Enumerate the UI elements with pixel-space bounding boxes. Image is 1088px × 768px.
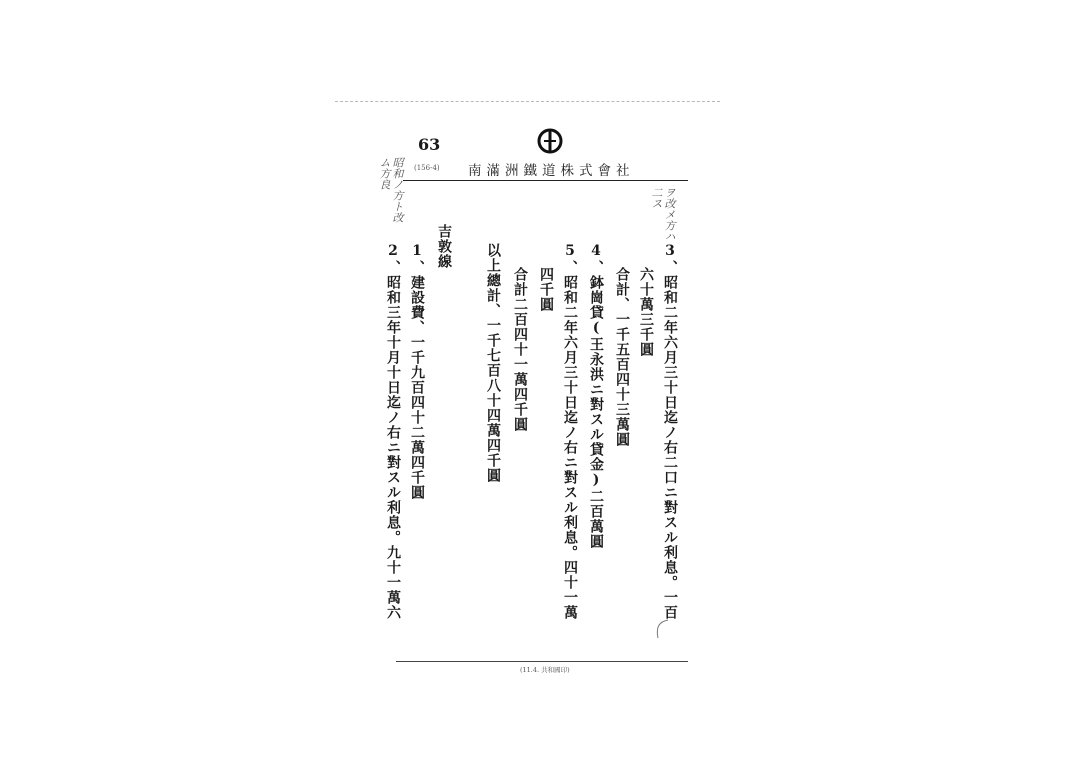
- company-name: 南滿洲鐵道株式會社: [468, 163, 635, 179]
- page-number: 63: [418, 135, 441, 154]
- body-column-4: 4、鉢崗貸(王永洪ニ對スル貸金)二百萬圓: [588, 243, 604, 549]
- form-code: (156-4): [414, 164, 440, 172]
- company-logo-icon: [536, 127, 564, 155]
- handwritten-note-left: 昭和ノ方ト改ム方良: [378, 157, 404, 223]
- header-rule: [403, 180, 688, 181]
- body-column-3: 合計、一千五百四十三萬圓: [614, 267, 630, 447]
- body-column-10: 1、建設費、一千九百四十二萬四千圓: [409, 243, 425, 500]
- body-column-1: 3、昭和二年六月三十日迄ノ右二口ニ對スル利息。一百: [662, 243, 678, 620]
- footer-rule: [396, 661, 688, 662]
- body-column-11: 2、昭和三年十月十日迄ノ右ニ對スル利息。九十一萬六: [385, 243, 401, 620]
- section-heading: 吉敦線: [436, 224, 452, 269]
- body-column-7: 合計二百四十一萬四千圓: [512, 267, 528, 432]
- body-column-6: 四千圓: [538, 267, 554, 312]
- handwritten-note-right: ヲ改メ方ハ二ス: [650, 187, 676, 242]
- body-column-5: 5、昭和二年六月三十日迄ノ右ニ對スル利息。四十一萬: [562, 243, 578, 620]
- scan-edge-line: [335, 101, 720, 102]
- body-column-2: 六十萬三千圓: [638, 267, 654, 357]
- margin-bracket-mark: [650, 618, 670, 640]
- printer-note: (11.4. 共和國印): [520, 666, 570, 674]
- body-column-8: 以上總計、一千七百八十四萬四千圓: [485, 243, 501, 483]
